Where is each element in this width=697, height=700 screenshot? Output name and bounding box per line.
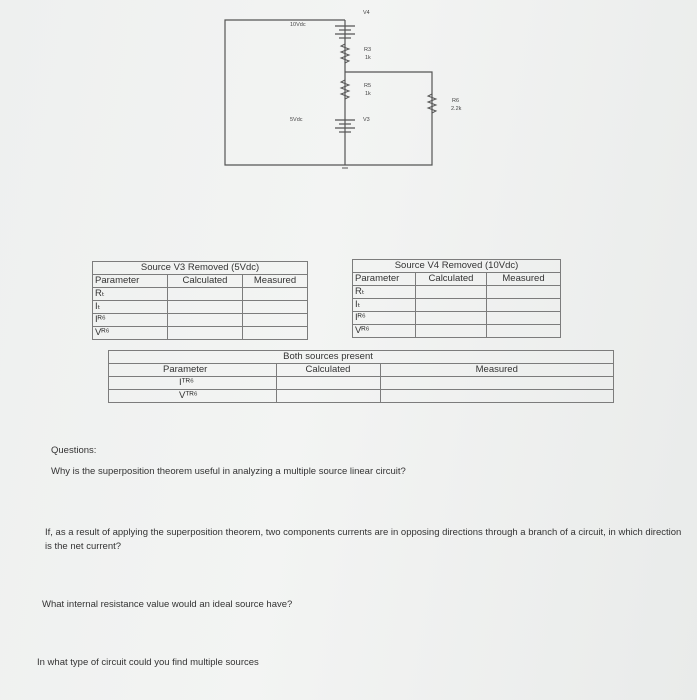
- questions-heading: Questions:: [51, 445, 97, 456]
- table-v3-cell[interactable]: [243, 301, 308, 314]
- r3-name-label: R3: [364, 47, 372, 53]
- table-both-cell[interactable]: [380, 390, 614, 403]
- table-v3-header-calculated: Calculated: [168, 275, 243, 288]
- r5-value-label: 1k: [365, 91, 371, 97]
- table-both-param-vtr6: Vᵀᴿ⁶: [109, 390, 277, 403]
- table-v4-removed: [352, 259, 561, 338]
- table-row: [93, 301, 308, 314]
- table-row: [353, 286, 561, 299]
- r3-value-label: 1k: [365, 55, 371, 61]
- table-row: [353, 325, 561, 338]
- r6-value-label: 2.2k: [451, 106, 462, 112]
- table-v3-header-parameter: Parameter: [93, 275, 168, 288]
- table-both-cell[interactable]: [276, 390, 380, 403]
- v3-label: V3: [363, 117, 370, 123]
- table-v4-header-measured: Measured: [487, 273, 561, 286]
- table-v4-cell[interactable]: [416, 299, 487, 312]
- r5-name-label: R5: [364, 83, 372, 89]
- table-v3-removed: [92, 261, 308, 340]
- source-bottom-label: 5Vdc: [290, 117, 303, 123]
- table-v3-cell[interactable]: [243, 288, 308, 301]
- table-both-param-itr6: Iᵀᴿ⁶: [109, 377, 277, 390]
- table-both-corner: [109, 351, 277, 364]
- table-v4-param-rt: Rₜ: [353, 286, 416, 299]
- question-3: What internal resistance value would an ideal source have?: [42, 599, 293, 610]
- table-v3-cell[interactable]: [168, 301, 243, 314]
- table-row: [93, 327, 308, 340]
- table-v3-param-vr6: Vᴿ⁶: [93, 327, 168, 340]
- table-v3-title: Source V3 Removed (5Vdc): [93, 262, 308, 275]
- table-v4-cell[interactable]: [487, 286, 561, 299]
- table-row: [353, 312, 561, 325]
- table-row: [109, 390, 614, 403]
- table-both-cell[interactable]: [380, 377, 614, 390]
- source-top-label: 10Vdc: [290, 22, 306, 28]
- table-v4-cell[interactable]: [416, 286, 487, 299]
- r6-name-label: R6: [452, 98, 460, 104]
- table-v3-param-ir6: Iᴿ⁶: [93, 314, 168, 327]
- table-row: [93, 288, 308, 301]
- question-2: If, as a result of applying the superposition theorem, two components currents are in opposing directions through a branch of a circuit, in which direction is the net current?: [45, 527, 682, 552]
- table-both-header-measured: Measured: [380, 364, 614, 377]
- v4-label: V4: [363, 10, 370, 16]
- table-v3-cell[interactable]: [168, 327, 243, 340]
- table-both-header-parameter: Parameter: [109, 364, 277, 377]
- table-row: [353, 299, 561, 312]
- question-4: In what type of circuit could you find multiple sources: [37, 657, 259, 668]
- question-1: Why is the superposition theorem useful in analyzing a multiple source linear circuit?: [51, 466, 406, 477]
- table-row: [93, 314, 308, 327]
- table-v3-cell[interactable]: [168, 314, 243, 327]
- ground-icon: [340, 165, 350, 168]
- table-v3-cell[interactable]: [243, 314, 308, 327]
- table-v3-cell[interactable]: [243, 327, 308, 340]
- table-v4-header-parameter: Parameter: [353, 273, 416, 286]
- table-row: [109, 377, 614, 390]
- table-v4-param-ir6: Iᴿ⁶: [353, 312, 416, 325]
- table-both-cell[interactable]: [276, 377, 380, 390]
- table-v4-header-calculated: Calculated: [416, 273, 487, 286]
- table-v4-cell[interactable]: [487, 312, 561, 325]
- table-v4-cell[interactable]: [416, 325, 487, 338]
- table-v4-cell[interactable]: [487, 299, 561, 312]
- table-both-spacer: [380, 351, 614, 364]
- table-v4-param-it: Iₜ: [353, 299, 416, 312]
- table-v4-param-vr6: Vᴿ⁶: [353, 325, 416, 338]
- table-v3-param-rt: Rₜ: [93, 288, 168, 301]
- table-v4-cell[interactable]: [416, 312, 487, 325]
- table-v3-header-measured: Measured: [243, 275, 308, 288]
- table-v4-title: Source V4 Removed (10Vdc): [353, 260, 561, 273]
- table-v3-cell[interactable]: [168, 288, 243, 301]
- table-v4-cell[interactable]: [487, 325, 561, 338]
- table-both-sources: [108, 350, 614, 403]
- table-v3-param-it: Iₜ: [93, 301, 168, 314]
- table-both-header-calculated: Calculated: [276, 364, 380, 377]
- table-both-title: Both sources present: [276, 351, 380, 364]
